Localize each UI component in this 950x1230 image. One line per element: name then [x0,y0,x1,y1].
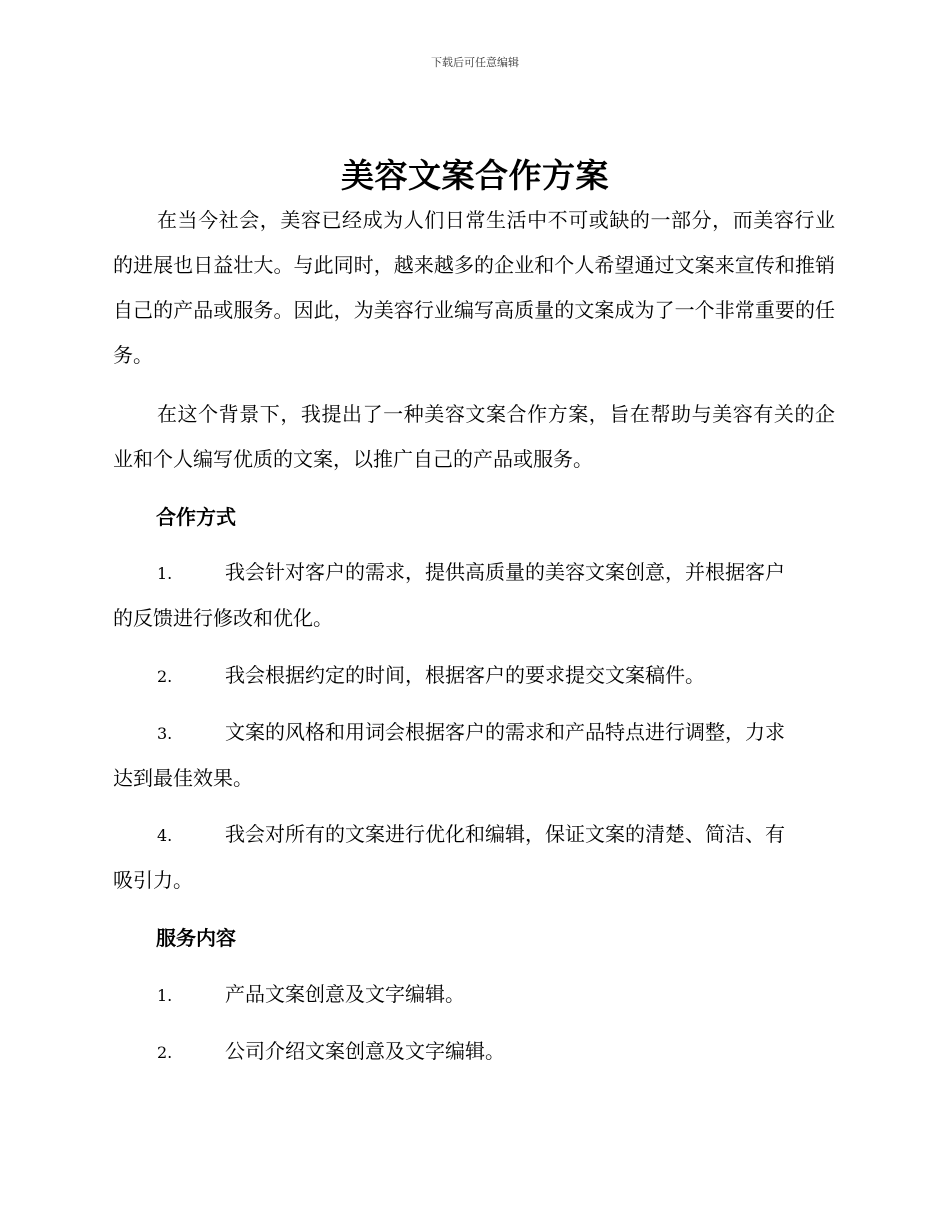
list-item [113,812,835,903]
list-text-continuation: 的反馈进行修改和优化。 [113,606,333,630]
list-text: 我会根据约定的时间，根据客户的要求提交文案稿件。 [225,663,705,687]
section-heading-cooperation: 合作方式 [156,505,236,529]
list-text-continuation: 达到最佳效果。 [113,766,253,790]
header-note: 下载后可任意编辑 [431,56,519,69]
list-text: 产品文案创意及文字编辑。 [225,982,465,1006]
page-title: 美容文案合作方案 [341,156,609,195]
list-text: 文案的风格和用词会根据客户的需求和产品特点进行调整，力求 [225,720,785,744]
list-text: 我会针对客户的需求，提供高质量的美容文案创意，并根据客户 [225,560,785,584]
list-number: 2. [157,1043,173,1062]
intro-paragraph-2: 在这个背景下，我提出了一种美容文案合作方案，旨在帮助与美容有关的企业和个人编写优质的文案，以推广自己的产品或服务。 [113,402,835,471]
list-number: 2. [157,667,173,686]
list-item [113,972,835,1018]
list-number: 3. [157,724,173,743]
list-item [113,653,835,699]
list-item [113,1029,835,1075]
intro-paragraph-1: 在当今社会，美容已经成为人们日常生活中不可或缺的一部分，而美容行业的进展也日益壮大。与此同时，越来越多的企业和个人希望通过文案来宣传和推销自己的产品或服务。因此，为美容行业编写高质量的文案成为了一个非常重要的任务。 [113,208,835,367]
section-heading-services: 服务内容 [156,926,236,950]
list-text-continuation: 吸引力。 [113,868,193,892]
list-number: 1. [157,564,173,583]
list-item [113,550,835,641]
list-item [113,710,835,801]
list-number: 4. [157,826,173,845]
list-text: 我会对所有的文案进行优化和编辑，保证文案的清楚、简洁、有 [225,822,785,846]
list-number: 1. [157,986,173,1005]
list-text: 公司介绍文案创意及文字编辑。 [225,1039,505,1063]
